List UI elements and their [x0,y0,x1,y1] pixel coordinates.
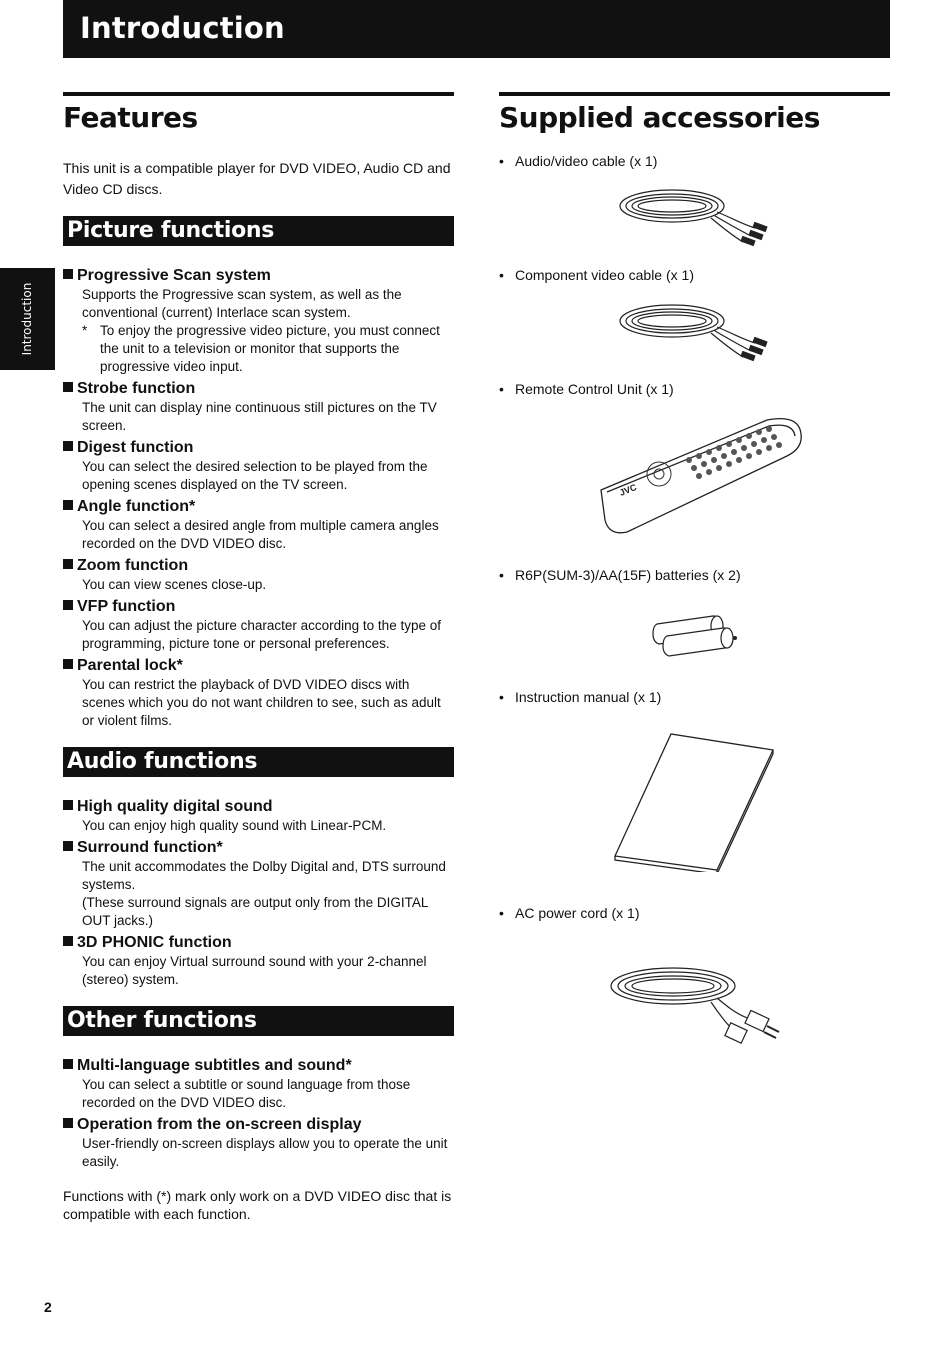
feature-desc: You can enjoy Virtual surround sound with your 2-channel (stereo) system. [82,954,427,987]
feature-heading: Strobe function [63,379,454,399]
square-bullet-icon [63,841,73,851]
section-rule [499,92,890,96]
feature-heading: Parental lock* [63,656,454,676]
features-footnote: Functions with (*) mark only work on a DVD VIDEO disc that is compatible with each function. [63,1188,452,1222]
features-title: Features [63,101,198,134]
remote-brand-logo: JVC [618,482,638,498]
feature-desc: User-friendly on-screen displays allow you to operate the unit easily. [82,1136,448,1169]
accessory-item: • Component video cable (x 1) [499,267,694,283]
feature-heading: Surround function* [63,838,454,858]
feature-item [63,597,454,653]
accessory-item: • AC power cord (x 1) [499,905,640,921]
feature-desc: You can select a desired angle from multiple camera angles recorded on the DVD VIDEO disc. [82,518,439,551]
feature-desc: You can restrict the playback of DVD VIDEO discs with scenes which you do not want children to see, such as adult or violent films. [82,677,441,728]
feature-heading: Operation from the on-screen display [63,1115,454,1135]
square-bullet-icon [63,441,73,451]
accessory-label: Audio/video cable (x 1) [515,153,658,169]
accessory-label: Instruction manual (x 1) [515,689,662,705]
feature-desc: You can adjust the picture character according to the type of programming, picture tone or personal preferences. [82,618,441,651]
other-functions-list [63,1056,454,1171]
picture-functions-title: Picture functions [67,218,275,243]
accessory-label: R6P(SUM-3)/AA(15F) batteries (x 2) [515,567,741,583]
feature-desc: You can enjoy high quality sound with Linear-PCM. [82,818,387,833]
batteries-icon [651,612,741,662]
audio-functions-list [63,797,454,989]
square-bullet-icon [63,659,73,669]
feature-heading: Angle function* [63,497,454,517]
feature-desc: The unit accommodates the Dolby Digital and, DTS surround systems. [82,859,446,892]
feature-heading: VFP function [63,597,454,617]
feature-item [63,656,454,730]
feature-desc-note: (These surround signals are output only from the DIGITAL OUT jacks.) [82,895,428,928]
audio-functions-bar [63,747,454,777]
other-functions-bar [63,1006,454,1036]
square-bullet-icon [63,559,73,569]
feature-item [63,838,454,930]
av-cable-icon [617,184,777,248]
accessory-label: Component video cable (x 1) [515,267,694,283]
accessory-label: AC power cord (x 1) [515,905,640,921]
square-bullet-icon [63,269,73,279]
remote-control-icon [599,412,804,537]
other-functions-title: Other functions [67,1008,257,1033]
side-tab [0,268,55,370]
accessory-item: • R6P(SUM-3)/AA(15F) batteries (x 2) [499,567,741,583]
accessory-item: • Audio/video cable (x 1) [499,153,658,169]
square-bullet-icon [63,936,73,946]
feature-item [63,1056,454,1112]
feature-heading: Multi-language subtitles and sound* [63,1056,454,1076]
square-bullet-icon [63,1118,73,1128]
header-banner [63,0,890,58]
power-cord-icon [607,964,787,1048]
feature-desc: You can view scenes close-up. [82,577,267,592]
side-tab-label: Introduction [20,282,34,356]
feature-heading: 3D PHONIC function [63,933,454,953]
feature-heading: Progressive Scan system [63,266,454,286]
feature-heading: Digest function [63,438,454,458]
square-bullet-icon [63,1059,73,1069]
accessory-item: • Remote Control Unit (x 1) [499,381,674,397]
accessory-label: Remote Control Unit (x 1) [515,381,674,397]
square-bullet-icon [63,800,73,810]
features-column [63,92,454,1223]
picture-functions-bar [63,216,454,246]
feature-item [63,797,454,835]
feature-item [63,266,454,376]
feature-heading: Zoom function [63,556,454,576]
square-bullet-icon [63,382,73,392]
accessories-title: Supplied accessories [499,101,820,134]
feature-item [63,497,454,553]
square-bullet-icon [63,500,73,510]
component-cable-icon [617,299,777,363]
feature-desc: The unit can display nine continuous still pictures on the TV screen. [82,400,437,433]
accessory-item: • Instruction manual (x 1) [499,689,662,705]
feature-item [63,556,454,594]
feature-item [63,933,454,989]
feature-desc: You can select a subtitle or sound language from those recorded on the DVD VIDEO disc. [82,1077,411,1110]
feature-desc: You can select the desired selection to be played from the opening scenes displayed on the TV screen. [82,459,428,492]
manual-icon [611,732,777,872]
page-number: 2 [44,1299,52,1315]
square-bullet-icon [63,600,73,610]
page-title: Introduction [80,11,285,45]
feature-desc: Supports the Progressive scan system, as well as the conventional (current) Interlace scan system. [82,287,402,320]
audio-functions-title: Audio functions [67,749,258,774]
section-rule [63,92,454,96]
features-intro: This unit is a compatible player for DVD VIDEO, Audio CD and Video CD discs. [63,160,451,197]
feature-item [63,1115,454,1171]
feature-item [63,438,454,494]
feature-heading: High quality digital sound [63,797,454,817]
feature-note: * To enjoy the progressive video picture, you must connect the unit to a television or monitor that supports the progressive video input. [82,323,440,374]
picture-functions-list [63,266,454,730]
feature-item [63,379,454,435]
accessories-column [499,92,890,1192]
